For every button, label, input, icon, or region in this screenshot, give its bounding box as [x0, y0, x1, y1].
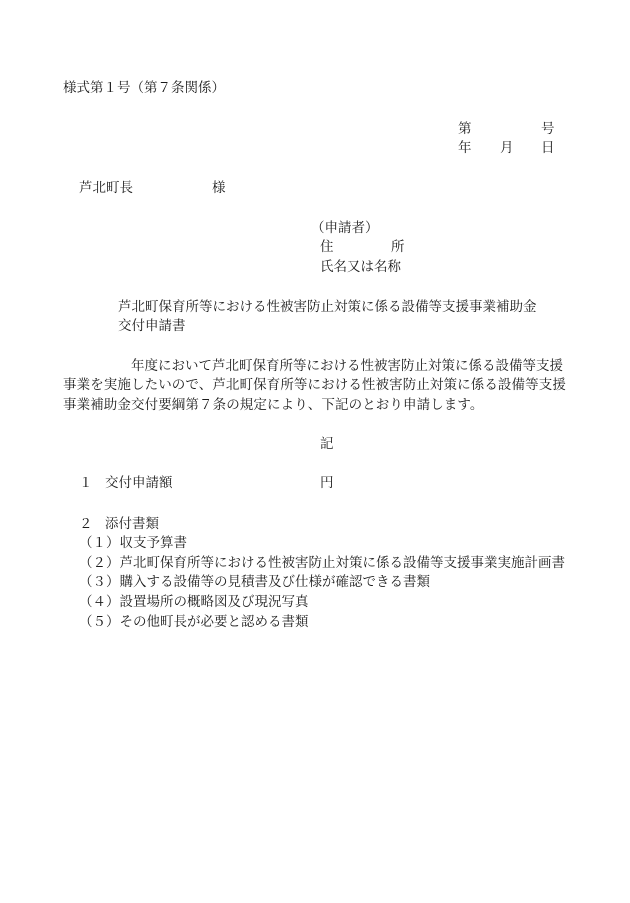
document-title-line1: 芦北町保育所等における性被害防止対策に係る設備等支援事業補助金: [118, 299, 537, 315]
date-month: 月: [500, 140, 514, 156]
form-label: 様式第１号（第７条関係）: [63, 80, 225, 96]
attachment-item: （１）収支予算書: [79, 535, 187, 551]
body-line-1: 年度において芦北町保育所等における性被害防止対策に係る設備等支援: [131, 358, 563, 374]
addressee-honorific: 様: [212, 180, 226, 196]
attachment-item: （５）その他町長が必要と認める書類: [79, 614, 309, 630]
item1-number: １: [79, 475, 93, 491]
doc-number-dai: 第: [458, 121, 472, 137]
attachment-item: （３）購入する設備等の見積書及び仕様が確認できる書類: [79, 574, 430, 590]
body-line-2: 事業を実施したいので、芦北町保育所等における性被害防止対策に係る設備等支援: [63, 377, 566, 393]
date-year: 年: [458, 140, 472, 156]
applicant-address-label-2: 所: [391, 239, 405, 255]
applicant-heading: （申請者）: [311, 220, 379, 236]
applicant-address-label-1: 住: [320, 239, 334, 255]
item2-number: ２: [79, 516, 93, 532]
addressee-name: 芦北町長: [79, 180, 133, 196]
attachment-item: （２）芦北町保育所等における性被害防止対策に係る設備等支援事業実施計画書: [79, 555, 565, 571]
attachment-item: （４）設置場所の概略図及び現況写真: [79, 594, 309, 610]
body-line-3: 事業補助金交付要綱第７条の規定により、下記のとおり申請します。: [63, 397, 484, 413]
item1-label: 交付申請額: [105, 475, 173, 491]
document-title-line2: 交付申請書: [118, 318, 186, 334]
ki-heading: 記: [320, 436, 334, 452]
applicant-name-label: 氏名又は名称: [320, 259, 401, 275]
item1-unit: 円: [320, 475, 334, 491]
date-day: 日: [541, 140, 555, 156]
doc-number-go: 号: [541, 121, 555, 137]
item2-label: 添付書類: [105, 516, 159, 532]
